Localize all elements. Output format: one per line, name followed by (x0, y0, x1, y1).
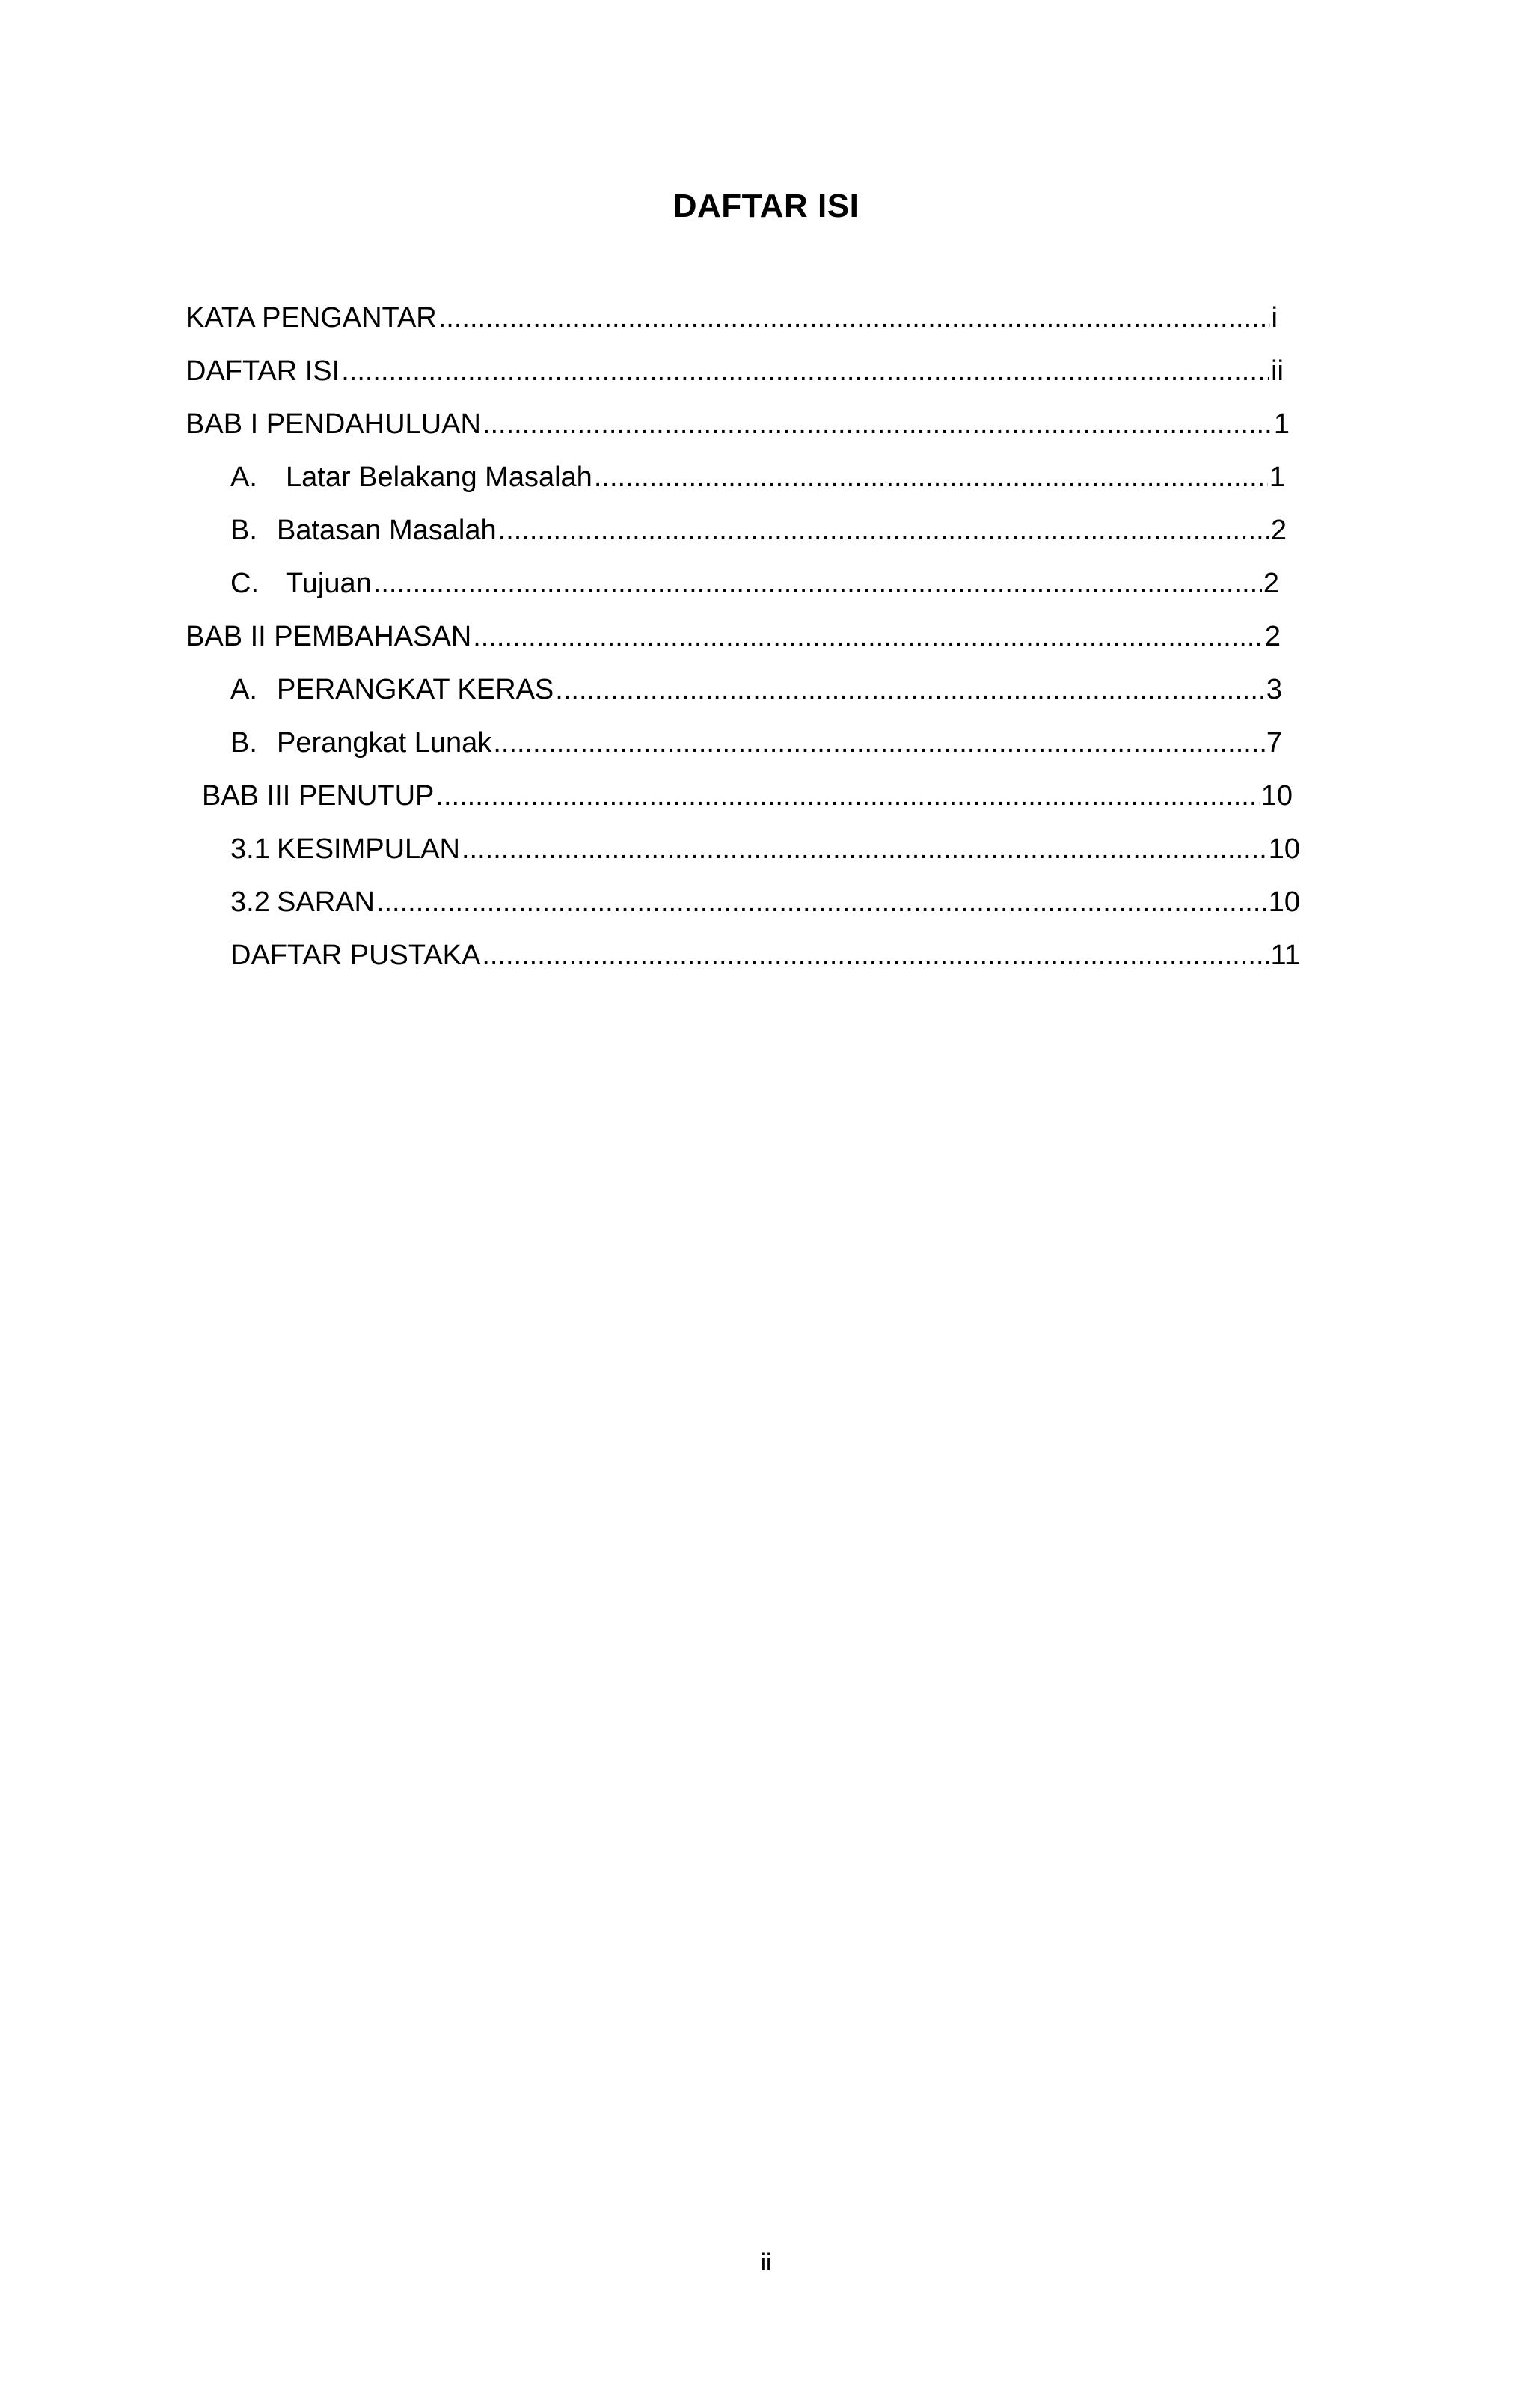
page-number: ii (760, 2249, 772, 2276)
toc-entry-bab-iii[interactable] (202, 777, 1293, 815)
toc-entry-kata-pengantar[interactable] (186, 299, 1278, 337)
toc-entry-label: Tujuan (286, 568, 372, 599)
toc-entry-page: 7 (1266, 727, 1282, 759)
toc-entry-bab-i[interactable] (186, 405, 1290, 443)
toc-entry-label: SARAN (277, 886, 375, 918)
toc-entry-label: Batasan Masalah (277, 515, 497, 546)
toc-dot-leader (473, 618, 1263, 655)
toc-entry-label: KESIMPULAN (277, 833, 460, 865)
toc-entry-batasan-masalah[interactable] (230, 512, 1287, 549)
toc-entry-prefix: B. (230, 515, 257, 546)
toc-entry-page: 2 (1264, 621, 1281, 652)
toc-entry-label: BAB III PENUTUP (202, 780, 435, 812)
toc-entry-daftar-pustaka[interactable] (230, 937, 1300, 974)
toc-entry-prefix: 3.1 (230, 833, 270, 865)
toc-entry-label: Perangkat Lunak (277, 727, 492, 759)
toc-entry-prefix: A. (230, 674, 257, 705)
toc-entry-label: DAFTAR PUSTAKA (230, 940, 481, 971)
toc-entry-label: Latar Belakang Masalah (286, 462, 592, 493)
toc-entry-label: PERANGKAT KERAS (277, 674, 554, 705)
toc-entry-prefix: B. (230, 727, 257, 759)
toc-dot-leader (594, 459, 1268, 496)
toc-dot-leader (435, 777, 1259, 815)
toc-dot-leader (376, 883, 1267, 921)
toc-entry-prefix: 3.2 (230, 886, 270, 918)
toc-dot-leader (462, 830, 1267, 868)
toc-entry-label: DAFTAR ISI (186, 355, 340, 387)
toc-dot-leader (493, 724, 1265, 762)
toc-entry-page: 1 (1269, 462, 1285, 493)
toc-entry-tujuan[interactable] (230, 565, 1279, 602)
toc-entry-label: BAB I PENDAHULUAN (186, 408, 481, 440)
toc-entry-daftar-isi[interactable] (186, 352, 1284, 390)
toc-entry-saran[interactable] (230, 883, 1300, 921)
toc-entry-latar-belakang[interactable] (230, 459, 1285, 496)
toc-entry-prefix: A. (230, 462, 257, 493)
toc-dot-leader (373, 565, 1262, 602)
toc-entry-page: 10 (1260, 780, 1293, 812)
toc-dot-leader (438, 299, 1270, 337)
toc-entry-bab-ii[interactable] (186, 618, 1281, 655)
toc-dot-leader (555, 671, 1265, 708)
toc-entry-page: 2 (1263, 568, 1279, 599)
toc-entry-kesimpulan[interactable] (230, 830, 1300, 868)
toc-dot-leader (482, 405, 1272, 443)
toc-entry-page: 10 (1268, 886, 1300, 918)
toc-dot-leader (341, 352, 1269, 390)
toc-entry-page: 11 (1270, 940, 1300, 971)
toc-entry-page: 3 (1266, 674, 1282, 705)
toc-entry-perangkat-keras[interactable] (230, 671, 1282, 708)
page-title: DAFTAR ISI (672, 188, 860, 224)
toc-entry-label: KATA PENGANTAR (186, 302, 437, 334)
toc-entry-label: BAB II PEMBAHASAN (186, 621, 472, 652)
toc-entry-page: ii (1271, 355, 1284, 387)
toc-entry-page: i (1271, 302, 1278, 334)
toc-dot-leader (482, 937, 1269, 974)
toc-dot-leader (498, 512, 1269, 549)
toc-entry-perangkat-lunak[interactable] (230, 724, 1282, 762)
toc-entry-page: 2 (1270, 515, 1287, 546)
toc-entry-page: 10 (1268, 833, 1300, 865)
toc-entry-prefix: C. (230, 568, 259, 599)
toc-entry-page: 1 (1273, 408, 1290, 440)
